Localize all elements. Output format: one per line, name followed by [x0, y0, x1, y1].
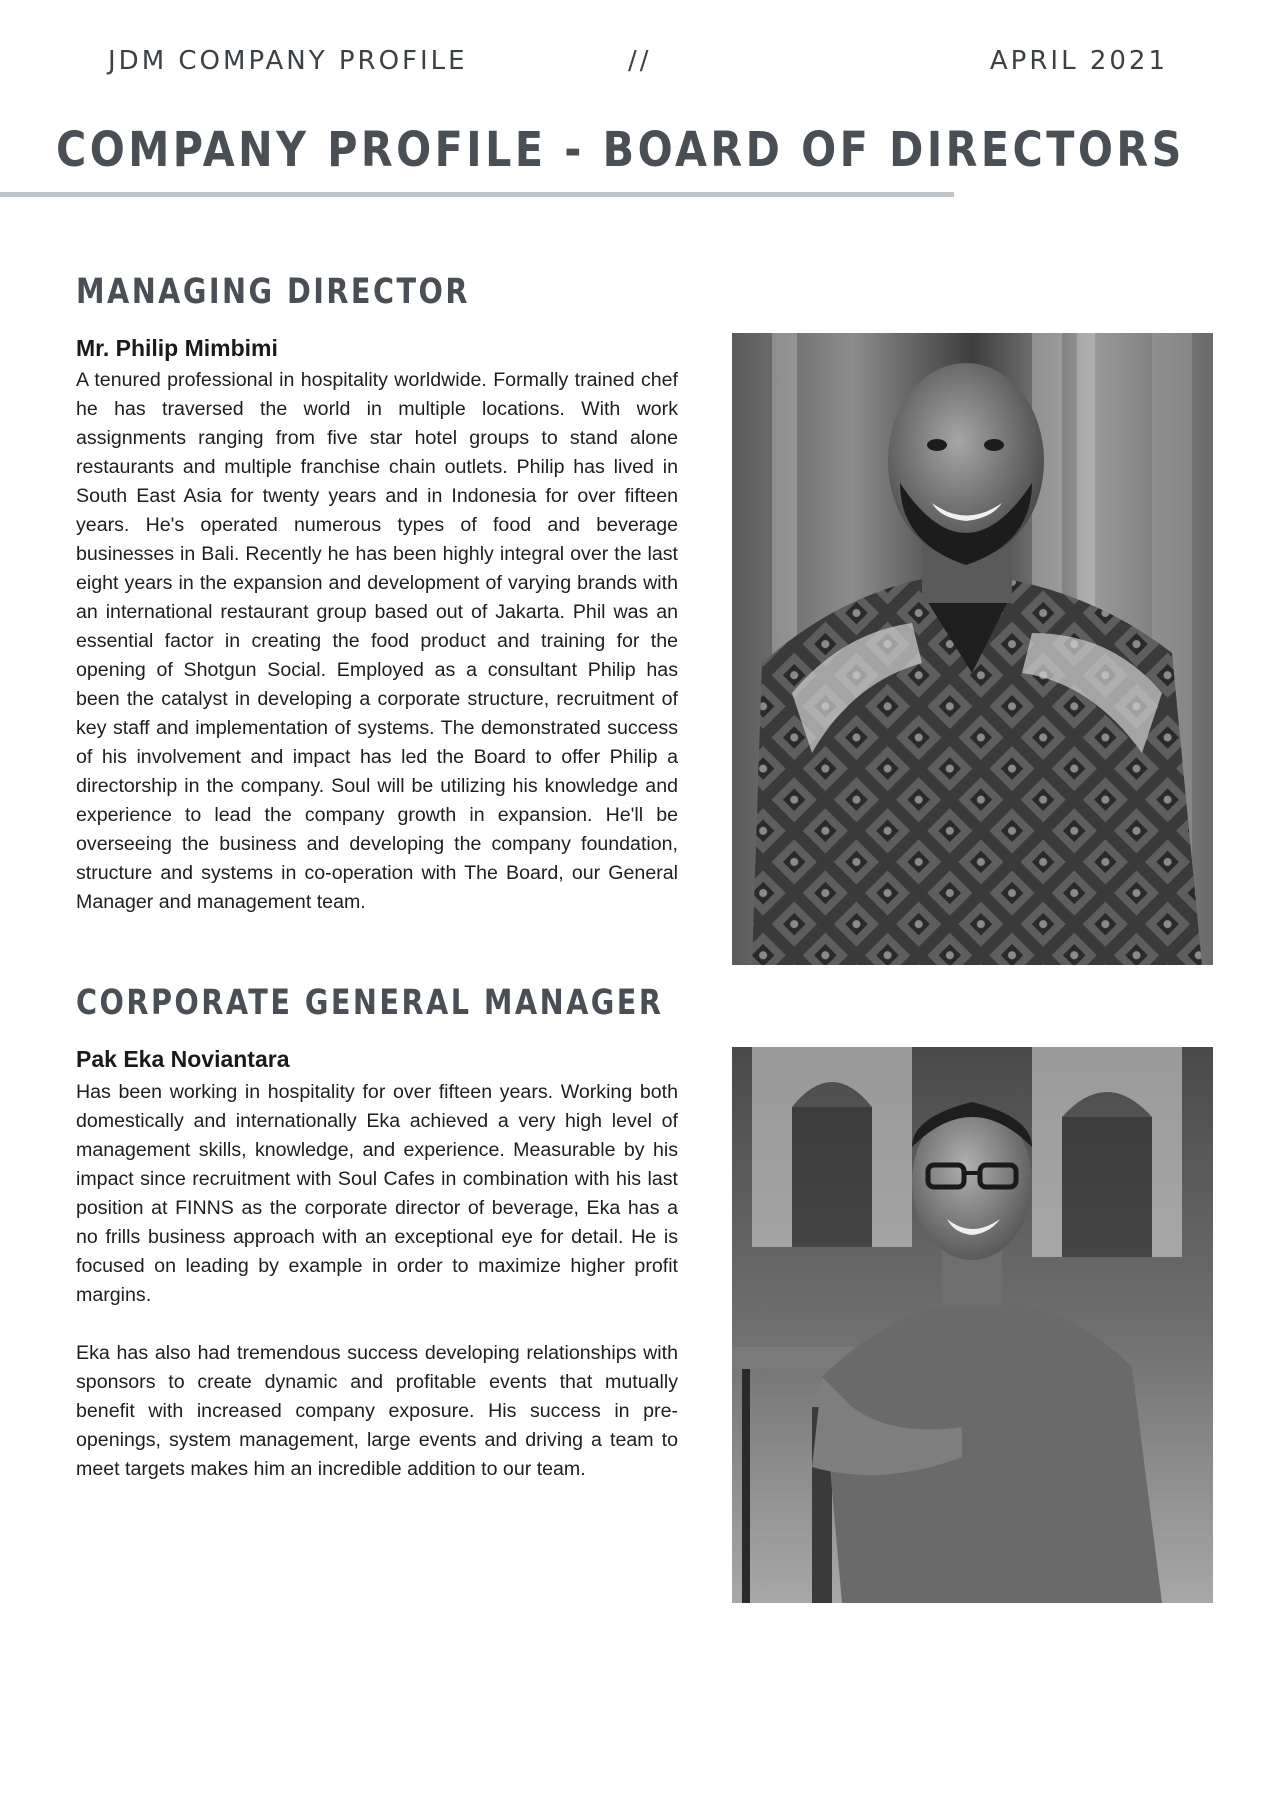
portrait-image	[732, 333, 1213, 965]
person-name-managing-director: Mr. Philip Mimbimi	[76, 335, 278, 361]
header-separator: //	[628, 46, 652, 76]
bio-paragraph: Has been working in hospitality for over fifteen years. Working both domestically and internationally Eka achieved a very high level of management skills, knowledge, and experience. Measurable by his impact since recruitment with Soul Cafes in combination with his last position at FINNS as the corporate director of beverage, Eka has a no frills business approach with an exceptional eye for detail. He is focused on leading by example in order to maximize higher profit margins.	[76, 1081, 678, 1306]
section-heading-corporate-general-manager: CORPORATE GENERAL MANAGER	[76, 983, 664, 1023]
bio-corporate-general-manager	[76, 1078, 678, 1484]
bio-paragraph: Eka has also had tremendous success developing relationships with sponsors to create dynamic and profitable events that mutually benefit with increased company exposure. His success in pre-openings, system management, large events and driving a team to meet targets makes him an incredible addition to our team.	[76, 1342, 678, 1480]
person-name-corporate-general-manager: Pak Eka Noviantara	[76, 1046, 290, 1072]
header-date: APRIL 2021	[989, 46, 1168, 76]
header-document-title: JDM COMPANY PROFILE	[108, 46, 468, 76]
section-heading-managing-director: MANAGING DIRECTOR	[76, 272, 470, 312]
portrait-image	[732, 1047, 1213, 1603]
page-title: COMPANY PROFILE - BOARD OF DIRECTORS	[56, 122, 1185, 178]
portrait-photo-corporate-general-manager	[732, 1047, 1213, 1603]
bio-managing-director	[76, 366, 678, 917]
title-divider	[0, 192, 954, 197]
bio-paragraph: A tenured professional in hospitality worldwide. Formally trained chef he has traversed the world in multiple locations. With work assignments ranging from five star hotel groups to stand alone restaurants and multiple franchise chain outlets. Philip has lived in South East Asia for twenty years and in Indonesia for over fifteen years. He's operated numerous types of food and beverage businesses in Bali. Recently he has been highly integral over the last eight years in the expansion and development of varying brands with an international restaurant group based out of Jakarta. Phil was an essential factor in creating the food product and training for the opening of Shotgun Social. Employed as a consultant Philip has been the catalyst in developing a corporate structure, recruitment of key staff and implementation of systems. The demonstrated success of his involvement and impact has led the Board to offer Philip a directorship in the company. Soul will be utilizing his knowledge and experience to lead the company growth in expansion. He'll be overseeing the business and developing the company foundation, structure and systems in co-operation with The Board, our General Manager and management team.	[76, 369, 678, 913]
portrait-photo-managing-director	[732, 333, 1213, 965]
running-header	[108, 46, 1168, 80]
